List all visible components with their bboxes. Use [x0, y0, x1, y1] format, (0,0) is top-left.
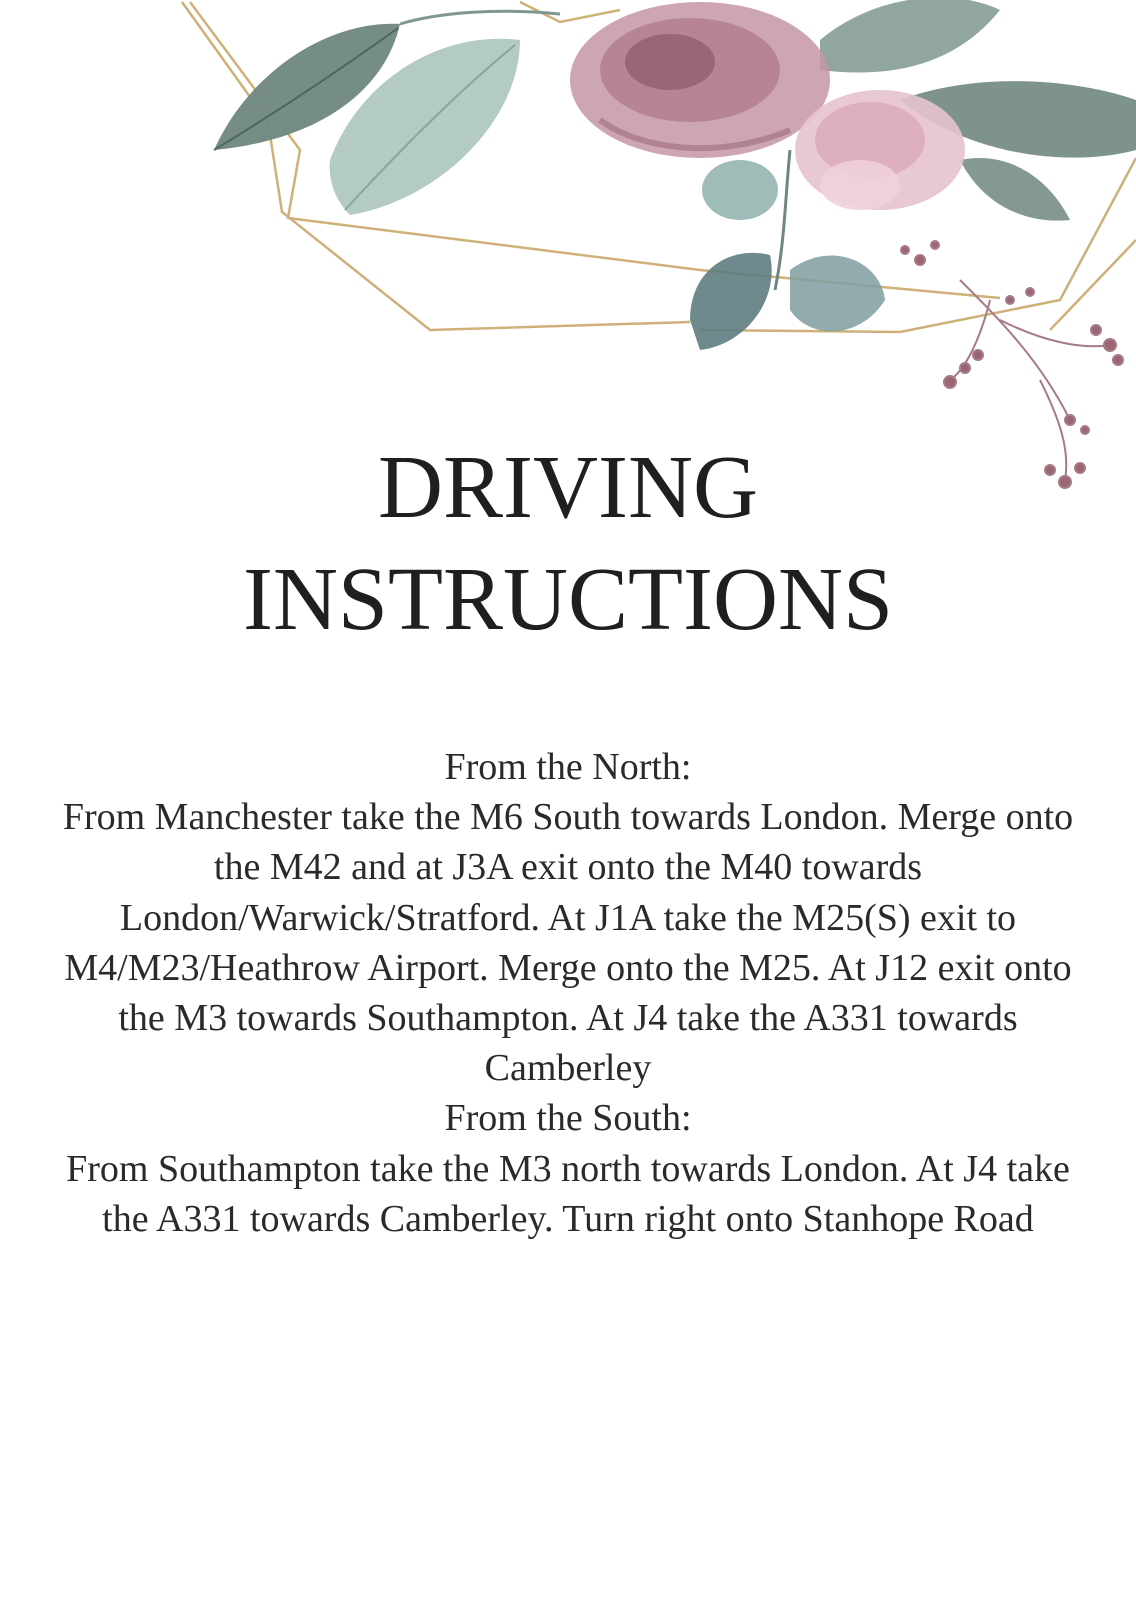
blush-flower [795, 90, 965, 210]
title-line-2: INSTRUCTIONS [242, 550, 894, 649]
page-title [0, 432, 1136, 656]
left-leaves [214, 11, 560, 215]
directions-body [60, 742, 1076, 1244]
section-text-south: From Southampton take the M3 north towards London. At J4 take the A331 towards Camberley. Turn right onto Stanhope Road [66, 1147, 1070, 1240]
title-line-1: DRIVING [378, 438, 758, 537]
section-text-north: From Manchester take the M6 South towards London. Merge onto the M42 and at J3A exit onto the M40 towards London/Warwick/Stratford. At J1A take the M25(S) exit to M4/M23/Heathrow Airport. Merge onto the M25. At J12 exit onto the M3 towards Southampton. At J4 take the A331 towards Camberley [62, 796, 1074, 1090]
rose-flower [570, 2, 830, 158]
section-heading-south: From the South: [444, 1097, 692, 1140]
section-heading-north: From the North: [444, 746, 692, 788]
